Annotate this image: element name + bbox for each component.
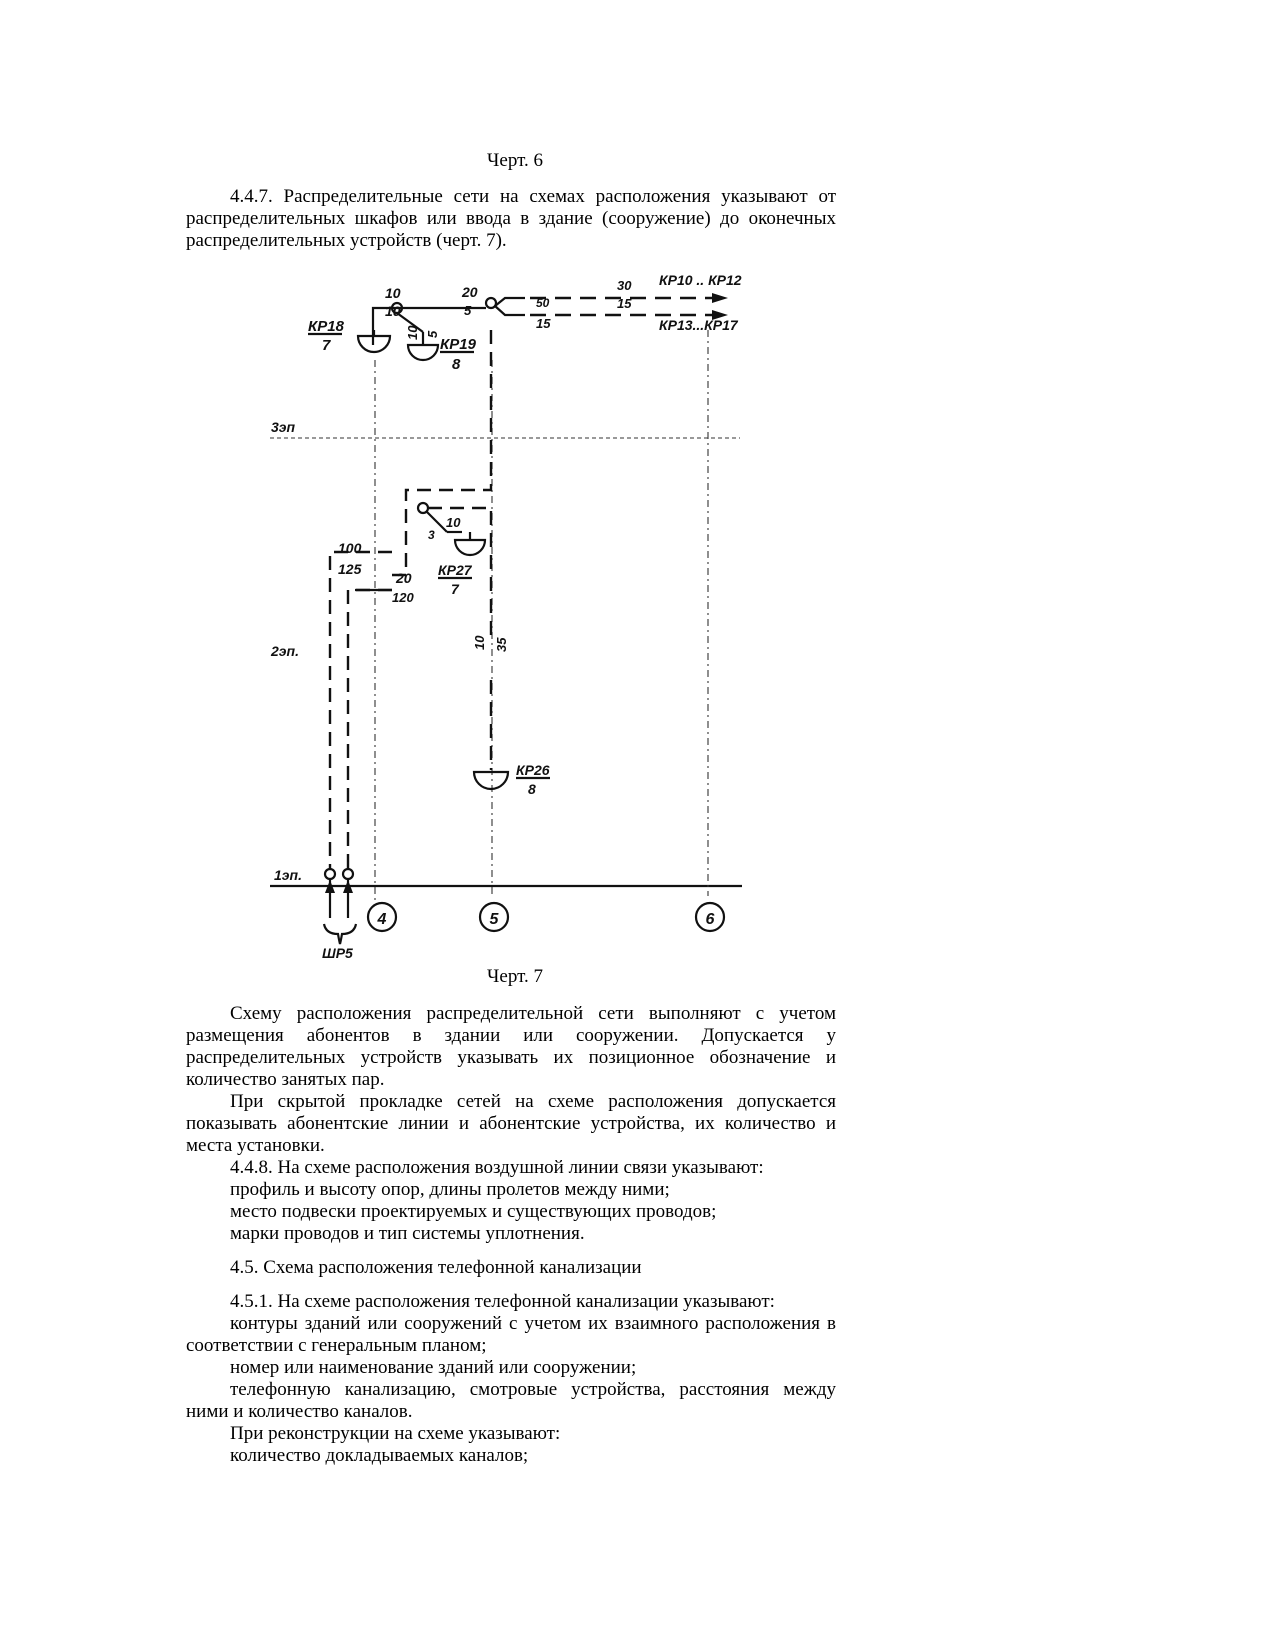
arrow-kr10-kr12 bbox=[712, 293, 728, 303]
kr19-name: КР19 bbox=[440, 336, 476, 353]
junction-node-3 bbox=[418, 503, 428, 513]
kr18-name: КР18 bbox=[308, 318, 344, 335]
socket-kr26-icon bbox=[474, 772, 508, 789]
label-120: 120 bbox=[392, 590, 414, 605]
item-4-4-8: 4.4.8. На схеме расположения воздушной линии связи указывают: bbox=[230, 1157, 764, 1178]
item-canalization: телефонную канализацию, смотровые устройства, расстояния между ними и количество каналов. bbox=[186, 1379, 836, 1422]
item-reconstruction: При реконструкции на схеме указывают: bbox=[230, 1423, 561, 1444]
caption-chert-6: Черт. 6 bbox=[487, 150, 543, 171]
junction-node-2 bbox=[486, 298, 496, 308]
kr26-number: 8 bbox=[528, 781, 536, 797]
label-kr13-kr17: КР13...КР17 bbox=[659, 317, 738, 333]
riser-main bbox=[391, 330, 491, 575]
floor-2-label: 2эп. bbox=[271, 643, 299, 659]
label-10-vertical-2: 10 bbox=[472, 635, 487, 650]
kr18-number: 7 bbox=[322, 337, 331, 354]
cable-shr5-20 bbox=[348, 590, 392, 870]
label-5-bottom: 5 bbox=[464, 303, 472, 318]
label-30: 30 bbox=[617, 278, 632, 293]
input-node-1 bbox=[325, 869, 335, 879]
label-10-top: 10 bbox=[385, 285, 401, 301]
floor-3-label: 3эп bbox=[271, 419, 296, 435]
label-20-b: 20 bbox=[396, 570, 412, 586]
label-10-vertical: 10 bbox=[405, 325, 420, 340]
split-upper bbox=[495, 298, 525, 306]
socket-kr27-icon bbox=[455, 540, 485, 555]
label-kr10-kr12: КР10 .. КР12 bbox=[659, 272, 742, 288]
item-wire-marks: марки проводов и тип системы уплотнения. bbox=[230, 1223, 585, 1244]
paragraph-4-4-7-text: 4.4.7. Распределительные сети на схемах расположения указывают от распределительных шкафов или ввода в здание (сооружение) до оконечных распределительных устройств (черт. 7). bbox=[186, 186, 836, 251]
axis-4-label: 4 bbox=[377, 911, 387, 928]
label-15-a: 15 bbox=[617, 296, 632, 311]
label-125: 125 bbox=[338, 561, 362, 577]
kr26-name: КР26 bbox=[516, 762, 550, 778]
item-profile: профиль и высоту опор, длины пролетов между ними; bbox=[230, 1179, 670, 1200]
axis-5-label: 5 bbox=[489, 911, 499, 928]
socket-kr19-icon bbox=[408, 345, 438, 360]
axis-6-label: 6 bbox=[705, 911, 715, 928]
input-node-2 bbox=[343, 869, 353, 879]
label-10-bottom: 10 bbox=[385, 303, 401, 319]
paragraph-hidden-laying: При скрытой прокладке сетей на схеме расположения допускается показывать абонентские линии и абонентские устройства, их количество и места установки. bbox=[186, 1091, 836, 1156]
kr27-name: КР27 bbox=[438, 562, 472, 578]
item-building-number: номер или наименование зданий или сооружении; bbox=[230, 1357, 637, 1378]
label-20-top: 20 bbox=[462, 284, 478, 300]
body-text-block bbox=[186, 1003, 836, 1467]
item-4-5-1: 4.5.1. На схеме расположения телефонной канализации указывают: bbox=[230, 1291, 775, 1312]
caption-chert-7: Черт. 7 bbox=[487, 966, 543, 987]
paragraph-scheme: Схему расположения распределительной сети выполняют с учетом размещения абонентов в здании или сооружении. Допускается у распределительных устройств указывать их позиционное обозначение и количество занятых пар. bbox=[186, 1003, 836, 1090]
shr5-label: ШР5 bbox=[322, 945, 353, 961]
item-channel-count: количество докладываемых каналов; bbox=[230, 1445, 529, 1466]
kr27-number: 7 bbox=[451, 581, 459, 597]
shr5-brace bbox=[324, 924, 356, 944]
label-35-vertical: 35 bbox=[494, 637, 509, 652]
split-lower bbox=[495, 306, 525, 315]
floor-1-label: 1эп. bbox=[274, 867, 302, 883]
heading-4-5: 4.5. Схема расположения телефонной канализации bbox=[230, 1257, 642, 1278]
kr19-number: 8 bbox=[452, 356, 461, 373]
label-10-kr27: 10 bbox=[446, 515, 461, 530]
label-50: 50 bbox=[536, 296, 550, 310]
item-contours: контуры зданий или сооружений с учетом их взаимного расположения в соответствии с генеральным планом; bbox=[186, 1313, 836, 1356]
cable-shr5-100 bbox=[330, 552, 392, 870]
label-100: 100 bbox=[338, 540, 362, 556]
label-3: 3 bbox=[428, 528, 435, 542]
label-5-vertical: 5 bbox=[425, 330, 440, 338]
item-suspension-place: место подвески проектируемых и существующих проводов; bbox=[230, 1201, 717, 1222]
label-15-b: 15 bbox=[536, 316, 551, 331]
